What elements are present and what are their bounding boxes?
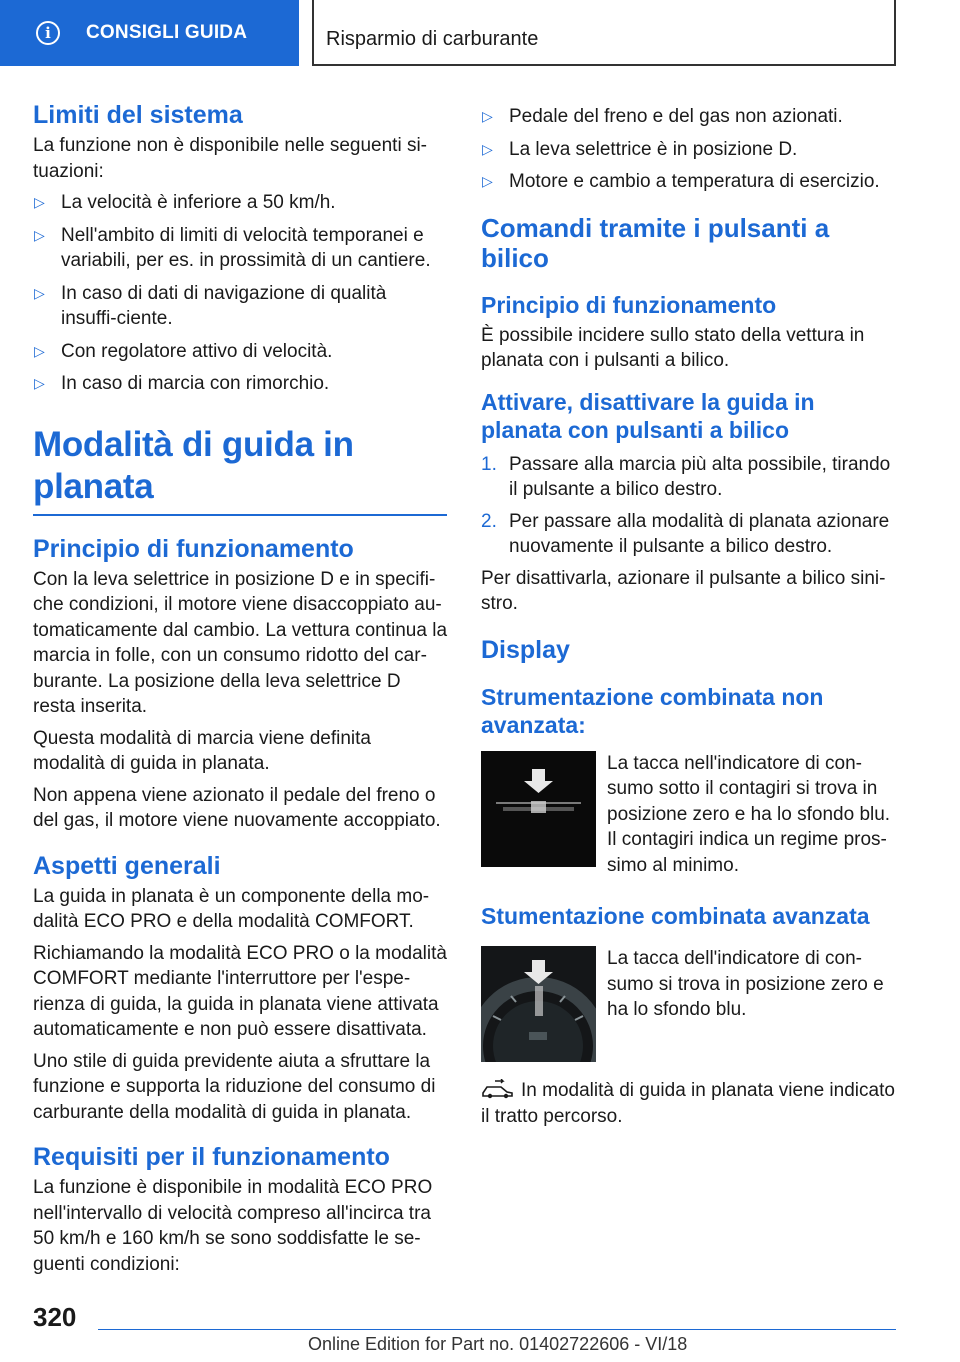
bullet-triangle-icon: ▷ — [482, 108, 493, 124]
aspetti-paragraph-1: La guida in planata è un componente della mo-dalità ECO PRO e della modalità COMFORT. — [33, 885, 430, 932]
avanzata-text: La tacca dell'indicatore di con-sumo si trova in posizione zero e ha lo sfondo blu. — [607, 948, 884, 1020]
non-avanzata-heading: Strumentazione combinata non avanzata: — [481, 683, 824, 738]
aspetti-paragraph-2: Richiamando la modalità ECO PRO o la modalità COMFORT mediante l'interruttore per l'espe-rienza di guida, la guida in planata viene attivata automaticamente e non può essere disattivata. — [33, 942, 447, 1040]
limiti-list — [33, 190, 447, 397]
list-item: ▷ Pedale del freno e del gas non azionati. — [481, 104, 897, 130]
principio-paragraph-2: Questa modalità di marcia viene definita modalità di guida in planata. — [33, 727, 371, 774]
bullet-triangle-icon: ▷ — [482, 140, 493, 157]
bullet-triangle-icon: ▷ — [34, 375, 45, 391]
comandi-heading: Comandi tramite i pulsanti a bilico — [481, 212, 830, 273]
page-number: 320 — [33, 1302, 77, 1332]
basic-cluster-image — [481, 751, 596, 867]
bullet-triangle-icon: ▷ — [34, 284, 45, 301]
bullet-triangle-icon: ▷ — [482, 173, 493, 189]
disattivarla-paragraph: Per disattivarla, azionare il pulsante a bilico sini-stro. — [481, 567, 886, 614]
list-item: 1. Passare alla marcia più alta possibile, tirando il pulsante a bilico destro. — [481, 453, 891, 500]
list-item: ▷ Con regolatore attivo di velocità. — [33, 339, 447, 365]
down-arrow-icon — [481, 751, 596, 867]
principio-heading: Principio di funzionamento — [33, 534, 354, 563]
aspetti-heading: Aspetti generali — [33, 851, 221, 880]
coasting-car-icon — [481, 1079, 515, 1099]
non-avanzata-figure — [481, 751, 897, 879]
advanced-cluster-image — [481, 946, 596, 1062]
requisiti-paragraph: La funzione è disponibile in modalità ECO PRO nell'intervallo di velocità compreso all'incirca tra 50 km/h e 160 km/h se sono soddisfatte le se-guenti condizioni: — [33, 1177, 433, 1275]
list-item: ▷ In caso di dati di navigazione di qualità insuffi-ciente. — [34, 282, 387, 329]
non-avanzata-text: La tacca nell'indicatore di con-sumo sotto il contagiri si trova in posizione zero e ha lo sfondo blu. Il contagiri indica un regime pros-simo al minimo. — [607, 752, 891, 876]
list-item: ▷ La leva selettrice è in posizione D. — [481, 137, 897, 163]
footer-edition: Online Edition for Part no. 01402722606 - VI/18 — [308, 1334, 688, 1354]
requisiti-heading: Requisiti per il funzionamento — [33, 1143, 390, 1171]
principio-paragraph-right: È possibile incidere sullo stato della vettura in planata con i pulsanti a bilico. — [481, 324, 865, 371]
attivare-steps — [481, 452, 897, 560]
principio-heading-right: Principio di funzionamento — [481, 291, 777, 318]
header-section-title: Risparmio di carburante — [326, 28, 539, 50]
list-item: 2. Per passare alla modalità di planata azionare nuovamente il pulsante a bilico destro. — [481, 510, 890, 557]
principio-paragraph-3: Non appena viene azionato il pedale del freno o del gas, il motore viene nuovamente accoppiato. — [33, 784, 441, 831]
aspetti-paragraph-3: Uno stile di guida previdente aiuta a sfruttare la funzione e supporta la riduzione del consumo di carburante della modalità di guida in planata. — [33, 1050, 436, 1123]
header-tab-label: CONSIGLI GUIDA — [86, 22, 248, 43]
bullet-triangle-icon: ▷ — [34, 194, 45, 210]
principio-paragraph-1: Con la leva selettrice in posizione D e in specifi-che condizioni, il motore viene disaccoppiato au-tomaticamente dal cambio. La vettura continua la marcia in folle, con un consumo ridotto del car-burante. La posizione della leva selettrice D resta inserita. — [33, 568, 448, 717]
attivare-heading: Attivare, disattivare la guida in planata con pulsanti a bilico — [481, 388, 815, 443]
info-icon: i — [36, 21, 60, 45]
list-item: ▷ In caso di marcia con rimorchio. — [33, 371, 447, 397]
header-tab — [0, 0, 299, 66]
display-heading: Display — [481, 635, 570, 664]
list-item: ▷ La velocità è inferiore a 50 km/h. — [33, 190, 447, 216]
limiti-heading: Limiti del sistema — [33, 101, 243, 129]
bullet-triangle-icon: ▷ — [34, 226, 45, 243]
right-column — [481, 104, 897, 1135]
coasting-paragraph: In modalità di guida in planata viene indicato il tratto percorso. — [481, 1080, 895, 1127]
modalita-heading: Modalità di guida in planata — [33, 424, 447, 516]
footer-rule — [98, 1329, 896, 1330]
avanzata-heading: Stumentazione combinata avanzata — [481, 903, 870, 929]
list-item: ▷ Motore e cambio a temperatura di esercizio. — [481, 169, 897, 195]
gauge-icon — [481, 946, 596, 1062]
list-item: ▷ Nell'ambito di limiti di velocità temporanei e variabili, per es. in prossimità di un cantiere. — [34, 224, 431, 271]
limiti-intro: La funzione non è disponibile nelle seguenti si-tuazioni: — [33, 135, 427, 182]
avanzata-figure — [481, 946, 897, 1062]
left-column — [33, 100, 447, 1283]
bullet-triangle-icon: ▷ — [34, 342, 45, 359]
requisiti-list — [481, 104, 897, 195]
